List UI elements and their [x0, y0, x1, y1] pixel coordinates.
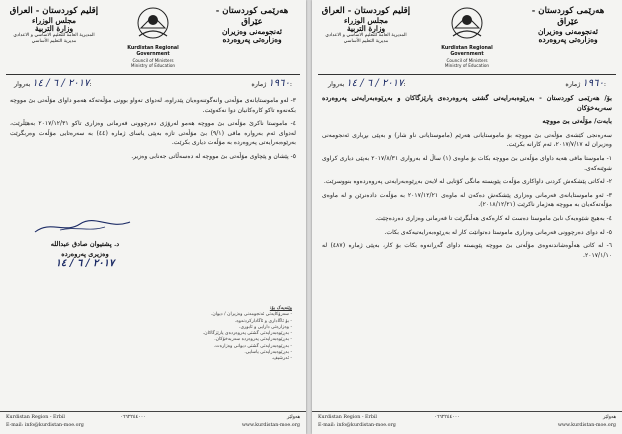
signature-block	[30, 218, 140, 269]
list-item: - بەڕێوەبەرایەتی پەروەردە سەربەخۆکان.	[214, 337, 292, 343]
list-item: - ئەرشیف.	[271, 356, 292, 362]
paragraph: ٤- ماموستا ناکرێ مۆڵەتی بێ مووچە هەمو لەرۆژی دەرچوونی فەرمانی وەزاری تاکو ٢٠١٧/١٢/٣١ بەهێڵرێت، لەدوای ئەم بەروارە مافی (٩/١) بێ مۆڵەتی تازە بەپێی یاسای ژمارە (٤٤) بە سەرەتایی مۆڵەت وەربگرێت بەرێوەبەرایەتی پەروەردە بە مۆڵەت دیاری بکرێت.	[10, 120, 296, 147]
letter-page-right	[312, 0, 622, 434]
footer-city: هەولێر	[287, 415, 300, 420]
paragraph: ٣- لەو ماموستایانەی مۆڵەتی وانەگوتنەوەیان پێدراوە، لەدوای تەواو بوونی مۆڵەتەکە هەمو داوای مۆڵەتی بێ مووچە بکەنەوە تاکو کارەکانیان دوا نەکەوێت.	[10, 97, 296, 114]
government-seal	[125, 6, 181, 68]
letter-body	[322, 94, 612, 264]
office-arabic-2: مديرية التعليم الأساسي	[343, 39, 389, 45]
signature-date: ٢٠١٧ / ٦ / ١٤	[55, 258, 115, 269]
paragraph: ٢- لەکاتی پێشکەش کردنی داواکاری مۆڵەت پێویستە مانگی کۆتایی لە لایەن بەڕێوەبەرایەتی پەروەردەوە بنووسرێت.	[323, 178, 612, 186]
seal-government-en: Kurdistan Regional Government	[127, 46, 179, 57]
council-kurdish: ئەنجومەنی وەزیران	[221, 27, 282, 36]
minister-name: د. پشتیوان صادق عبدالله	[50, 240, 120, 248]
ministry-kurdish: وەزارەتی پەروەردە	[222, 35, 282, 45]
office-arabic-1: المديرية العامة للتعليم الاساسي و الاعدادي	[13, 33, 95, 39]
list-item: - سەرۆکایەتی ئەنجومەنی وەزیران / دیوان.	[210, 312, 292, 318]
footer-email: E-mail: info@kurdistan-moe.org	[6, 423, 84, 428]
emblem-icon	[447, 6, 487, 42]
region-kurdish: هەرێمی کوردستان - عێراق	[215, 6, 289, 27]
seal-ministry-en: Ministry of Education	[444, 63, 490, 69]
signature-scribble-icon	[30, 218, 140, 236]
date-label: بەروار:	[328, 80, 406, 88]
ministry-kurdish: وەزارەتی پەروەردە	[538, 35, 598, 45]
letterhead	[0, 4, 306, 76]
letter-footer	[0, 411, 306, 434]
footer-email: E-mail: info@kurdistan-moe.org	[318, 423, 396, 428]
list-item: - بەڕێوەبەرایەتی گشتی دیوانی وەزارەت.	[213, 343, 292, 349]
office-arabic-1: المديرية العامة للتعليم الاساسي و الاعدادي	[325, 33, 407, 39]
ministry-arabic: وزارة التربية	[346, 24, 386, 34]
council-arabic: مجلس الوزراء	[32, 16, 76, 25]
footer-city: هەولێر	[603, 415, 616, 420]
header-divider	[318, 74, 616, 75]
letterhead-kurdish	[206, 6, 298, 44]
council-arabic: مجلس الوزراء	[344, 16, 388, 25]
ref-handwritten: ١٩٦٠	[268, 78, 290, 89]
paragraph: ٥- لە دوای دەرچوونی فەرمانی وەزاری ماموستا دەتوانێت کار لە بەڕێوەبەرایەتیەکەی بکات.	[384, 228, 612, 236]
header-divider	[6, 74, 300, 75]
seal-ministry-en: Ministry of Education	[130, 63, 176, 69]
seal-council-en: Council of Ministers	[446, 58, 488, 63]
footer-web: www.kurdistan-moe.org	[557, 423, 616, 428]
council-kurdish: ئەنجومەنی وەزیران	[537, 27, 598, 36]
footer-address: Kurdistan Region - Erbil	[6, 415, 65, 420]
seal-council-en: Council of Ministers	[132, 58, 174, 63]
paragraph: سەرەنجی کێشەی مۆڵەتی بێ مووچە بۆ ماموستایانی هەرێم (ماموستایانی ناو شار) و بەپێی بڕیاری ئەنجومەنی وەزیران لە ٢٠١٧/٧/١٧، ئەم کارانە بکرێت.	[322, 131, 612, 149]
letterhead	[312, 4, 622, 76]
footer-web: www.kurdistan-moe.org	[241, 423, 300, 428]
ref-label: ژمارە:	[565, 80, 606, 88]
letter-footer	[312, 411, 622, 434]
office-arabic-2: مديرية التعليم الأساسي	[31, 39, 77, 45]
paragraph: ١- ماموستا مافی هەیە داوای مۆڵەتی بێ مووچە بکات بۆ ماوەی (١) ساڵ لە بەرواری ٢٠١٧/٨/٣١ بەپێی دیاری کراوی شوێنەکەی.	[322, 154, 612, 172]
ministry-arabic: وزارة التربية	[34, 24, 74, 34]
letter-page-left	[0, 0, 306, 434]
cc-title: وێنەیەک بۆ:	[269, 306, 292, 311]
footer-phone: ٠٦٦٢٢٤٤٠٠٠	[120, 415, 146, 420]
ref-handwritten: ١٩٦٠	[582, 78, 604, 89]
footer-address: Kurdistan Region - Erbil	[318, 415, 377, 420]
letterhead-kurdish	[522, 6, 614, 44]
paragraph: ٦- لە کاتی هەڵوەشاندنەوەی مۆڵەتی بێ مووچە پێویستە داوای گەڕانەوە بکات بۆ کار، بەپێی ژمارە (٤٨٧) لە ٢٠١٧/١/١٠.	[322, 242, 612, 259]
list-item: - بەڕێوەبەرایەتی یاسایی.	[244, 350, 292, 356]
subject-line: بابەت/ مۆڵەتی بێ مووچە	[542, 117, 612, 126]
cc-list	[132, 306, 292, 363]
letter-body	[10, 96, 296, 166]
list-item: - بەڕێوەبەرایەتی گشتی پەروەردەی پارێزگاکان.	[202, 331, 292, 337]
footer-phone: ٠٦٦٢٢٤٤٠٠٠	[434, 415, 460, 420]
ref-field	[251, 78, 292, 89]
emblem-icon	[133, 6, 173, 42]
list-item: - بۆ ئاگاداری و ئاگادارکردنەوە.	[234, 318, 292, 324]
region-arabic: إقليم كوردستان - العراق	[321, 6, 411, 16]
paragraph: ٣- ئەو ماموستایانەی فەرمانی وەزاری پێشکەش دەکەن لە ماوەی ٢٠١٧/١٢/٢١ بە مۆڵەت دادەنرێن و لە ماوەی مۆڵەتەکەیان بە مووچە هەژمار ناکرێت (٢٠١٨/١٢/٢١).	[322, 191, 612, 209]
date-handwritten: ٢٠١٧ / ٦ / ١٤	[32, 78, 90, 89]
minister-title: وەزیری پەروەردە	[61, 250, 109, 258]
seal-government-en: Kurdistan Regional Government	[441, 46, 493, 57]
region-kurdish: هەرێمی کوردستان - عێراق	[531, 6, 605, 27]
recipients-line: بۆ/ هەرێمی کوردستان - بەڕێوەبەرایەتی گشتی پەروەردەی پارێزگاکان و بەڕێوەبەرایەتی پەروەردە سەربەخۆکان	[322, 94, 612, 112]
list-item: - وەزارەتی دارایی و ئابوری.	[239, 324, 292, 330]
paragraph: ٤- بەهیچ شێوەیەک نابێ ماموستا دەست لە کارەکەی هەڵبگرێت تا فەرمانی وەزاری دەردەچێت.	[375, 214, 612, 222]
region-arabic: إقليم كوردستان - العراق	[9, 6, 99, 16]
government-seal	[439, 6, 495, 68]
date-field	[14, 78, 92, 89]
date-label: بەروار:	[14, 80, 92, 88]
letterhead-arabic	[320, 6, 412, 45]
letterhead-arabic	[8, 6, 100, 45]
ref-label: ژمارە:	[251, 80, 292, 88]
ref-field	[565, 78, 606, 89]
paragraph: ٥- پێشان و پێچاوی مۆڵەتی بێ مووچە لە دەسەڵاتی جەنابی وەزیر.	[131, 152, 296, 160]
date-handwritten: ٢٠١٧ / ٦ / ١٤	[346, 78, 404, 89]
date-field	[328, 78, 406, 89]
